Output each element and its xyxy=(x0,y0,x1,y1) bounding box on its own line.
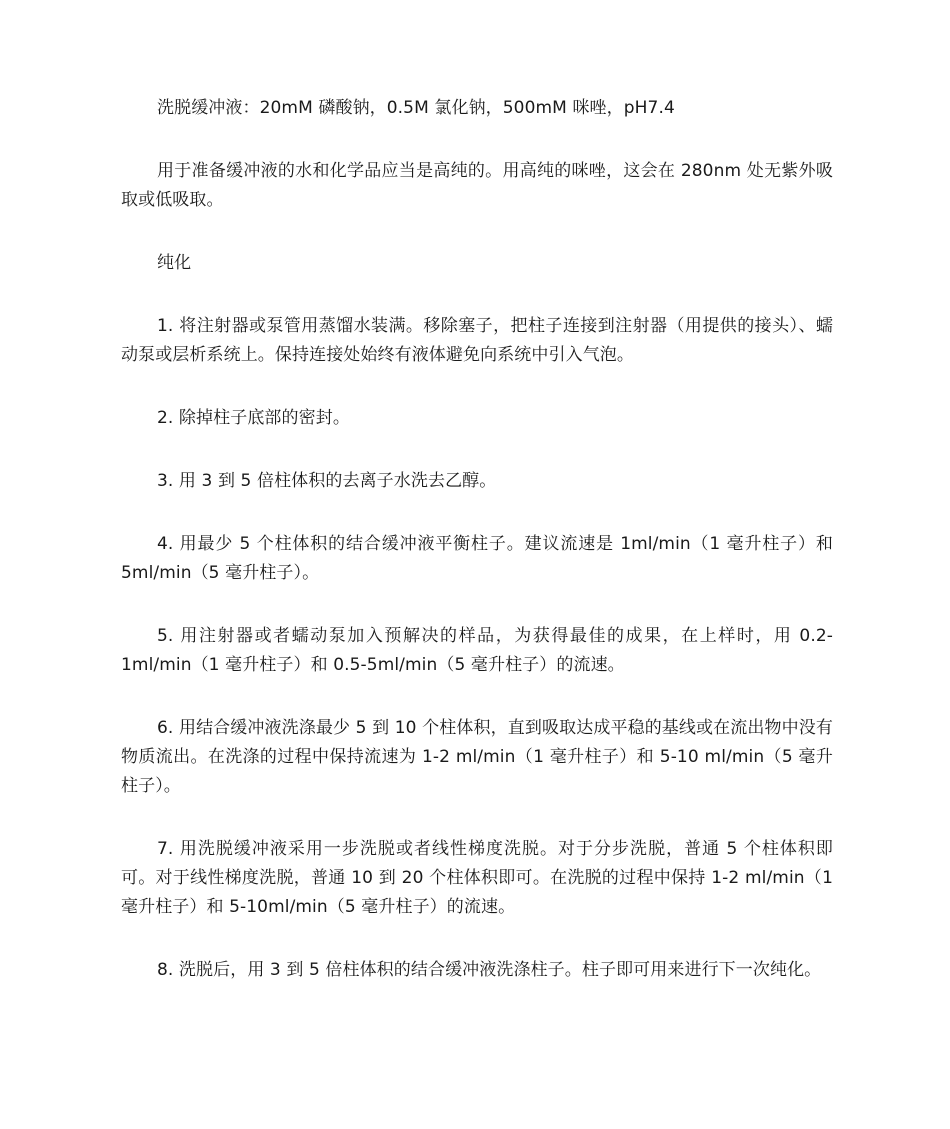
step-6-paragraph: 6. 用结合缓冲液洗涤最少 5 到 10 个柱体积，直到吸取达成平稳的基线或在流出物中没有物质流出。在洗涤的过程中保持流速为 1-2 ml/min（1 毫升柱子）和 5-10 ml/min（5 毫升柱子）。 xyxy=(121,718,833,796)
step-7-paragraph: 7. 用洗脱缓冲液采用一步洗脱或者线性梯度洗脱。对于分步洗脱，普通 5 个柱体积即可。对于线性梯度洗脱，普通 10 到 20 个柱体积即可。在洗脱的过程中保持 1-2 ml/min（1 毫升柱子）和 5-10ml/min（5 毫升柱子）的流速。 xyxy=(121,839,833,917)
section-heading-purification: 纯化 xyxy=(157,253,192,273)
elution-buffer-paragraph: 洗脱缓冲液：20mM 磷酸钠，0.5M 氯化钠，500mM 咪唑，pH7.4 xyxy=(157,98,675,118)
document-page xyxy=(121,94,833,985)
purity-note-paragraph: 用于准备缓冲液的水和化学品应当是高纯的。用高纯的咪唑，这会在 280nm 处无紫外吸取或低吸取。 xyxy=(121,161,833,210)
step-3-paragraph: 3. 用 3 到 5 倍柱体积的去离子水洗去乙醇。 xyxy=(157,471,497,491)
step-2-paragraph: 2. 除掉柱子底部的密封。 xyxy=(157,408,350,428)
step-1-paragraph: 1. 将注射器或泵管用蒸馏水装满。移除塞子，把柱子连接到注射器（用提供的接头）、蠕动泵或层析系统上。保持连接处始终有液体避免向系统中引入气泡。 xyxy=(121,316,833,365)
step-4-paragraph: 4. 用最少 5 个柱体积的结合缓冲液平衡柱子。建议流速是 1ml/min（1 毫升柱子）和 5ml/min（5 毫升柱子）。 xyxy=(121,534,833,583)
step-5-paragraph: 5. 用注射器或者蠕动泵加入预解决的样品，为获得最佳的成果，在上样时，用 0.2-1ml/min（1 毫升柱子）和 0.5-5ml/min（5 毫升柱子）的流速。 xyxy=(121,626,833,675)
step-8-paragraph: 8. 洗脱后，用 3 到 5 倍柱体积的结合缓冲液洗涤柱子。柱子即可用来进行下一次纯化。 xyxy=(157,960,822,980)
